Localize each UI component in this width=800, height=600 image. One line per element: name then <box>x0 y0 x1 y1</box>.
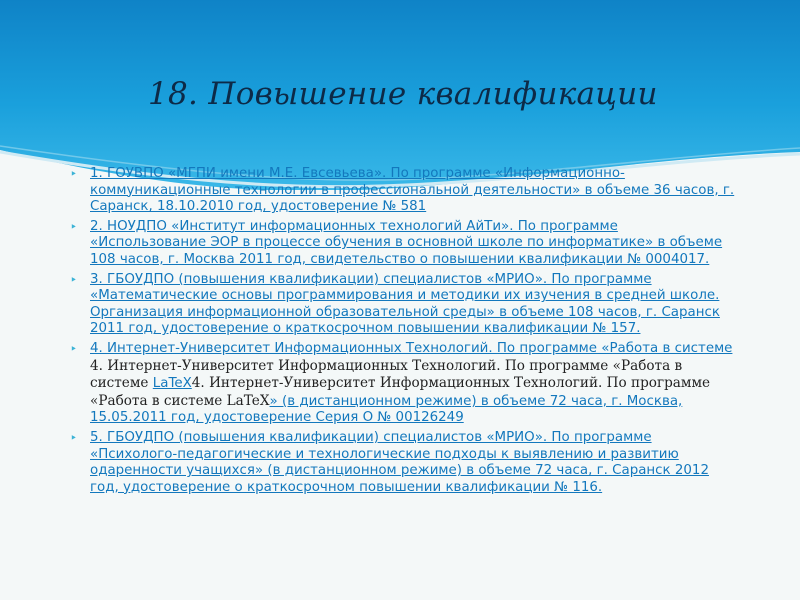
qualification-list <box>70 166 738 496</box>
content-area <box>70 166 738 499</box>
bullet-icon: ‣ <box>70 167 78 181</box>
list-item <box>70 219 738 269</box>
item-link[interactable]: 1. ГОУВПО «МГПИ имени М.Е. Евсевьева». По программе «Информационно-коммуникационные технологии в профессиональной деятельности» в объеме 36 часов, г. Саранск, 18.10.2010 год, удостоверение № 581 <box>90 166 735 215</box>
list-item <box>70 272 738 338</box>
bullet-icon: ‣ <box>70 430 78 445</box>
list-item <box>70 341 738 427</box>
item-link-part-1[interactable]: 4. Интернет-Университет Информационных Технологий. По программе «Работа в системе <box>90 340 733 356</box>
bullet-icon: ‣ <box>70 219 78 234</box>
bullet-icon: ‣ <box>70 341 78 356</box>
item-link[interactable]: 3. ГБОУДПО (повышения квалификации) специалистов «МРИО». По программе «Математические основы программирования и методики их изучения в средней школе. Организация информационной образовательной среды» в объеме 108 часов, г. Саранск 2011 год, удостоверение о краткосрочном повышении квалификации № 157. <box>90 271 720 337</box>
page-title: 18. Повышение квалификации <box>148 76 658 112</box>
item-link-part-2[interactable]: » (в дистанционном режиме) в объеме 72 часа, г. Москва, 15.05.2011 год, удостоверение Серия О № 00126249 <box>90 393 683 426</box>
item-plain-text-1: 4. Интернет-Университет Информационных Технологий. По программе «Работа в системе <box>90 357 683 392</box>
item-link[interactable]: 2. НОУДПО «Институт информационных технологий АйТи». По программе «Использование ЭОР в процессе обучения в основной школе по информатике» в объеме 108 часов, г. Москва 2011 год, свидетельство о повышении квалификации № 0004017. <box>90 218 723 267</box>
list-item <box>70 430 738 496</box>
bullet-icon: ‣ <box>70 272 78 287</box>
item-plain-text-2: 4. Интернет-Университет Информационных Технологий. По программе «Работа в системе LaTeX <box>90 375 711 409</box>
item-link-latex[interactable]: LaTeX <box>152 376 192 392</box>
list-item <box>70 166 738 216</box>
item-link[interactable]: 5. ГБОУДПО (повышения квалификации) специалистов «МРИО». По программе «Психолого-педагогические и технологические подходы к выявлению и развитию одаренности учащихся» (в дистанционном режиме) в объеме 72 часа, г. Саранск 2012 год, удостоверение о краткосрочном повышении квалификации № 116. <box>90 429 709 495</box>
